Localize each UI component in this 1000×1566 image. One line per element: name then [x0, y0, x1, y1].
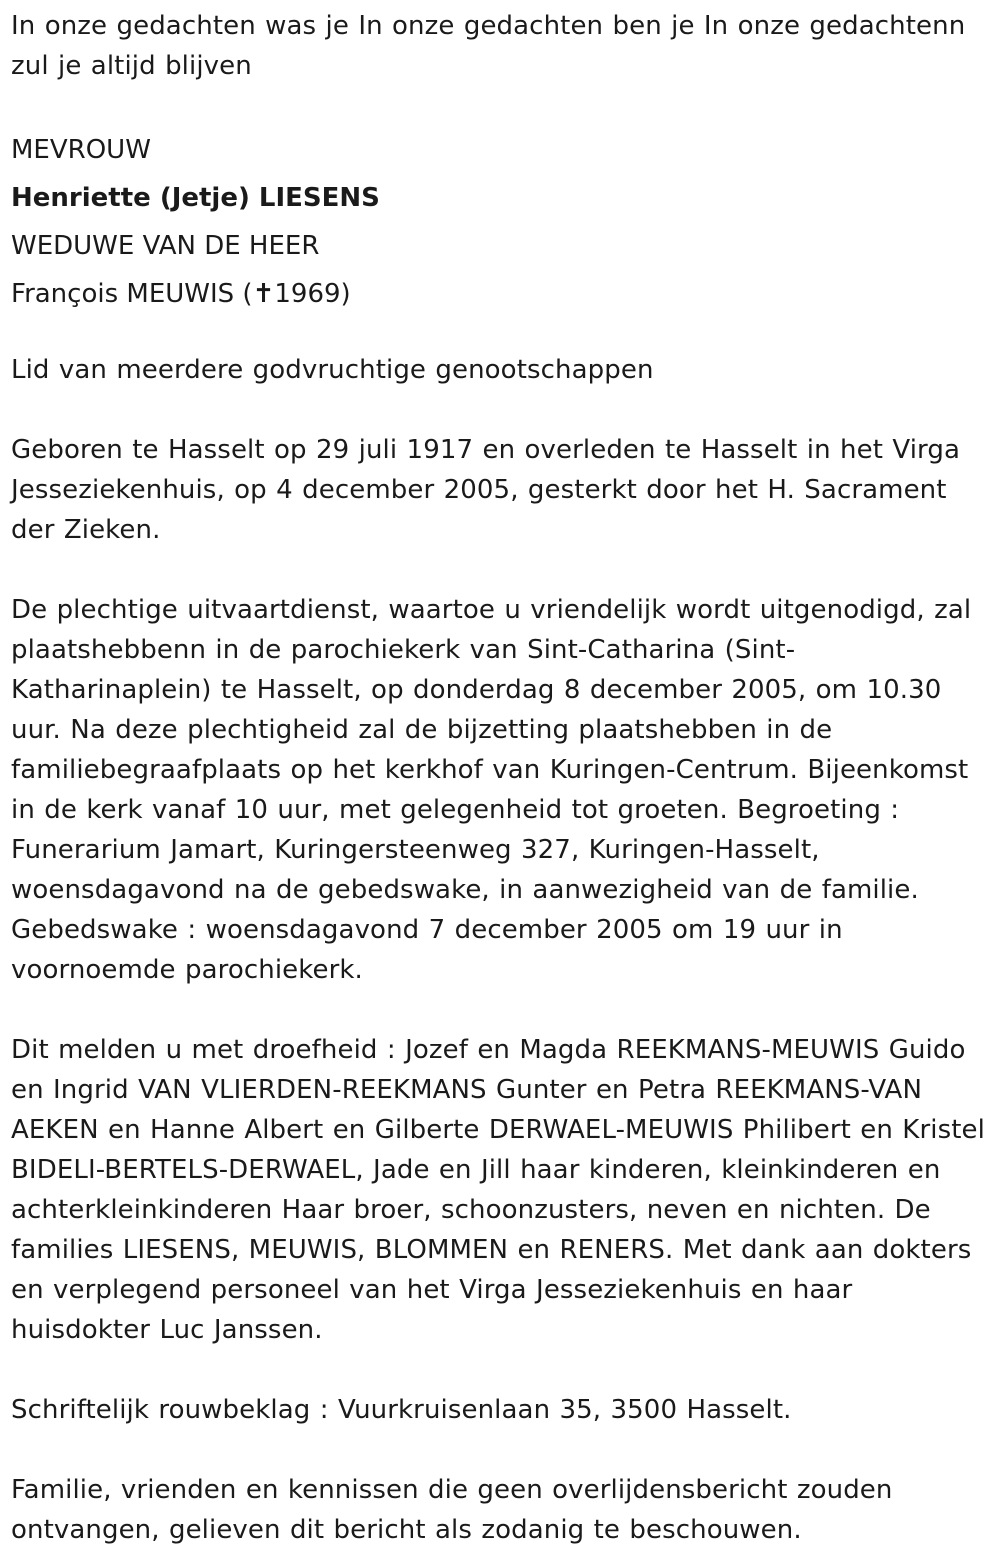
- closing-text: Familie, vrienden en kennissen die geen overlijdensbericht zouden ontvangen, gelieven dit bericht als zodanig te beschouwen.: [11, 1475, 893, 1545]
- title-line: MEVROUW: [11, 135, 151, 165]
- spacer: [11, 550, 988, 590]
- membership-text: Lid van meerdere godvruchtige genootschappen: [11, 355, 654, 385]
- intro-text: In onze gedachten was je In onze gedachten ben je In onze gedachtenn zul je altijd blijven: [11, 11, 966, 81]
- spacer: [11, 1350, 988, 1390]
- spacer: [11, 1430, 988, 1470]
- spacer: [11, 86, 988, 126]
- condolences-text: Schriftelijk rouwbeklag : Vuurkruisenlaan 35, 3500 Hasselt.: [11, 1395, 792, 1425]
- birth-death-text: Geboren te Hasselt op 29 juli 1917 en overleden te Hasselt in het Virga Jesseziekenhuis, op 4 december 2005, gesterkt door het H. Sacrament der Zieken.: [11, 435, 960, 545]
- spacer: [11, 990, 988, 1030]
- husband-line: François MEUWIS (✝1969): [11, 279, 351, 309]
- funeral-text: De plechtige uitvaartdienst, waartoe u vriendelijk wordt uitgenodigd, zal plaatshebbenn in de parochiekerk van Sint-Catharina (Sint-Katharinaplein) te Hasselt, op donderdag 8 december 2005, om 10.30 uur. Na deze plechtigheid zal de bijzetting plaatshebben in de familiebegraafplaats op het kerkhof van Kuringen-Centrum. Bijeenkomst in de kerk vanaf 10 uur, met gelegenheid tot groeten. Begroeting : Funerarium Jamart, Kuringersteenweg 327, Kuringen-Hasselt, woensdagavond na de gebedswake, in aanwezigheid van de familie. Gebedswake : woensdagavond 7 december 2005 om 19 uur in voornoemde parochiekerk.: [11, 595, 972, 985]
- deceased-name: Henriette (Jetje) LIESENS: [11, 183, 380, 213]
- announcement-text: Dit melden u met droefheid : Jozef en Magda REEKMANS-MEUWIS Guido en Ingrid VAN VLIERDEN-REEKMANS Gunter en Petra REEKMANS-VAN AEKEN en Hanne Albert en Gilberte DERWAEL-MEUWIS Philibert en Kristel BIDELI-BERTELS-DERWAEL, Jade en Jill haar kinderen, kleinkinderen en achterkleinkinderen Haar broer, schoonzusters, neven en nichten. De families LIESENS, MEUWIS, BLOMMEN en RENERS. Met dank aan dokters en verplegend personeel van het Virga Jesseziekenhuis en haar huisdokter Luc Janssen.: [11, 1035, 985, 1345]
- spacer: [11, 318, 988, 350]
- widow-line: WEDUWE VAN DE HEER: [11, 231, 320, 261]
- spacer: [11, 390, 988, 430]
